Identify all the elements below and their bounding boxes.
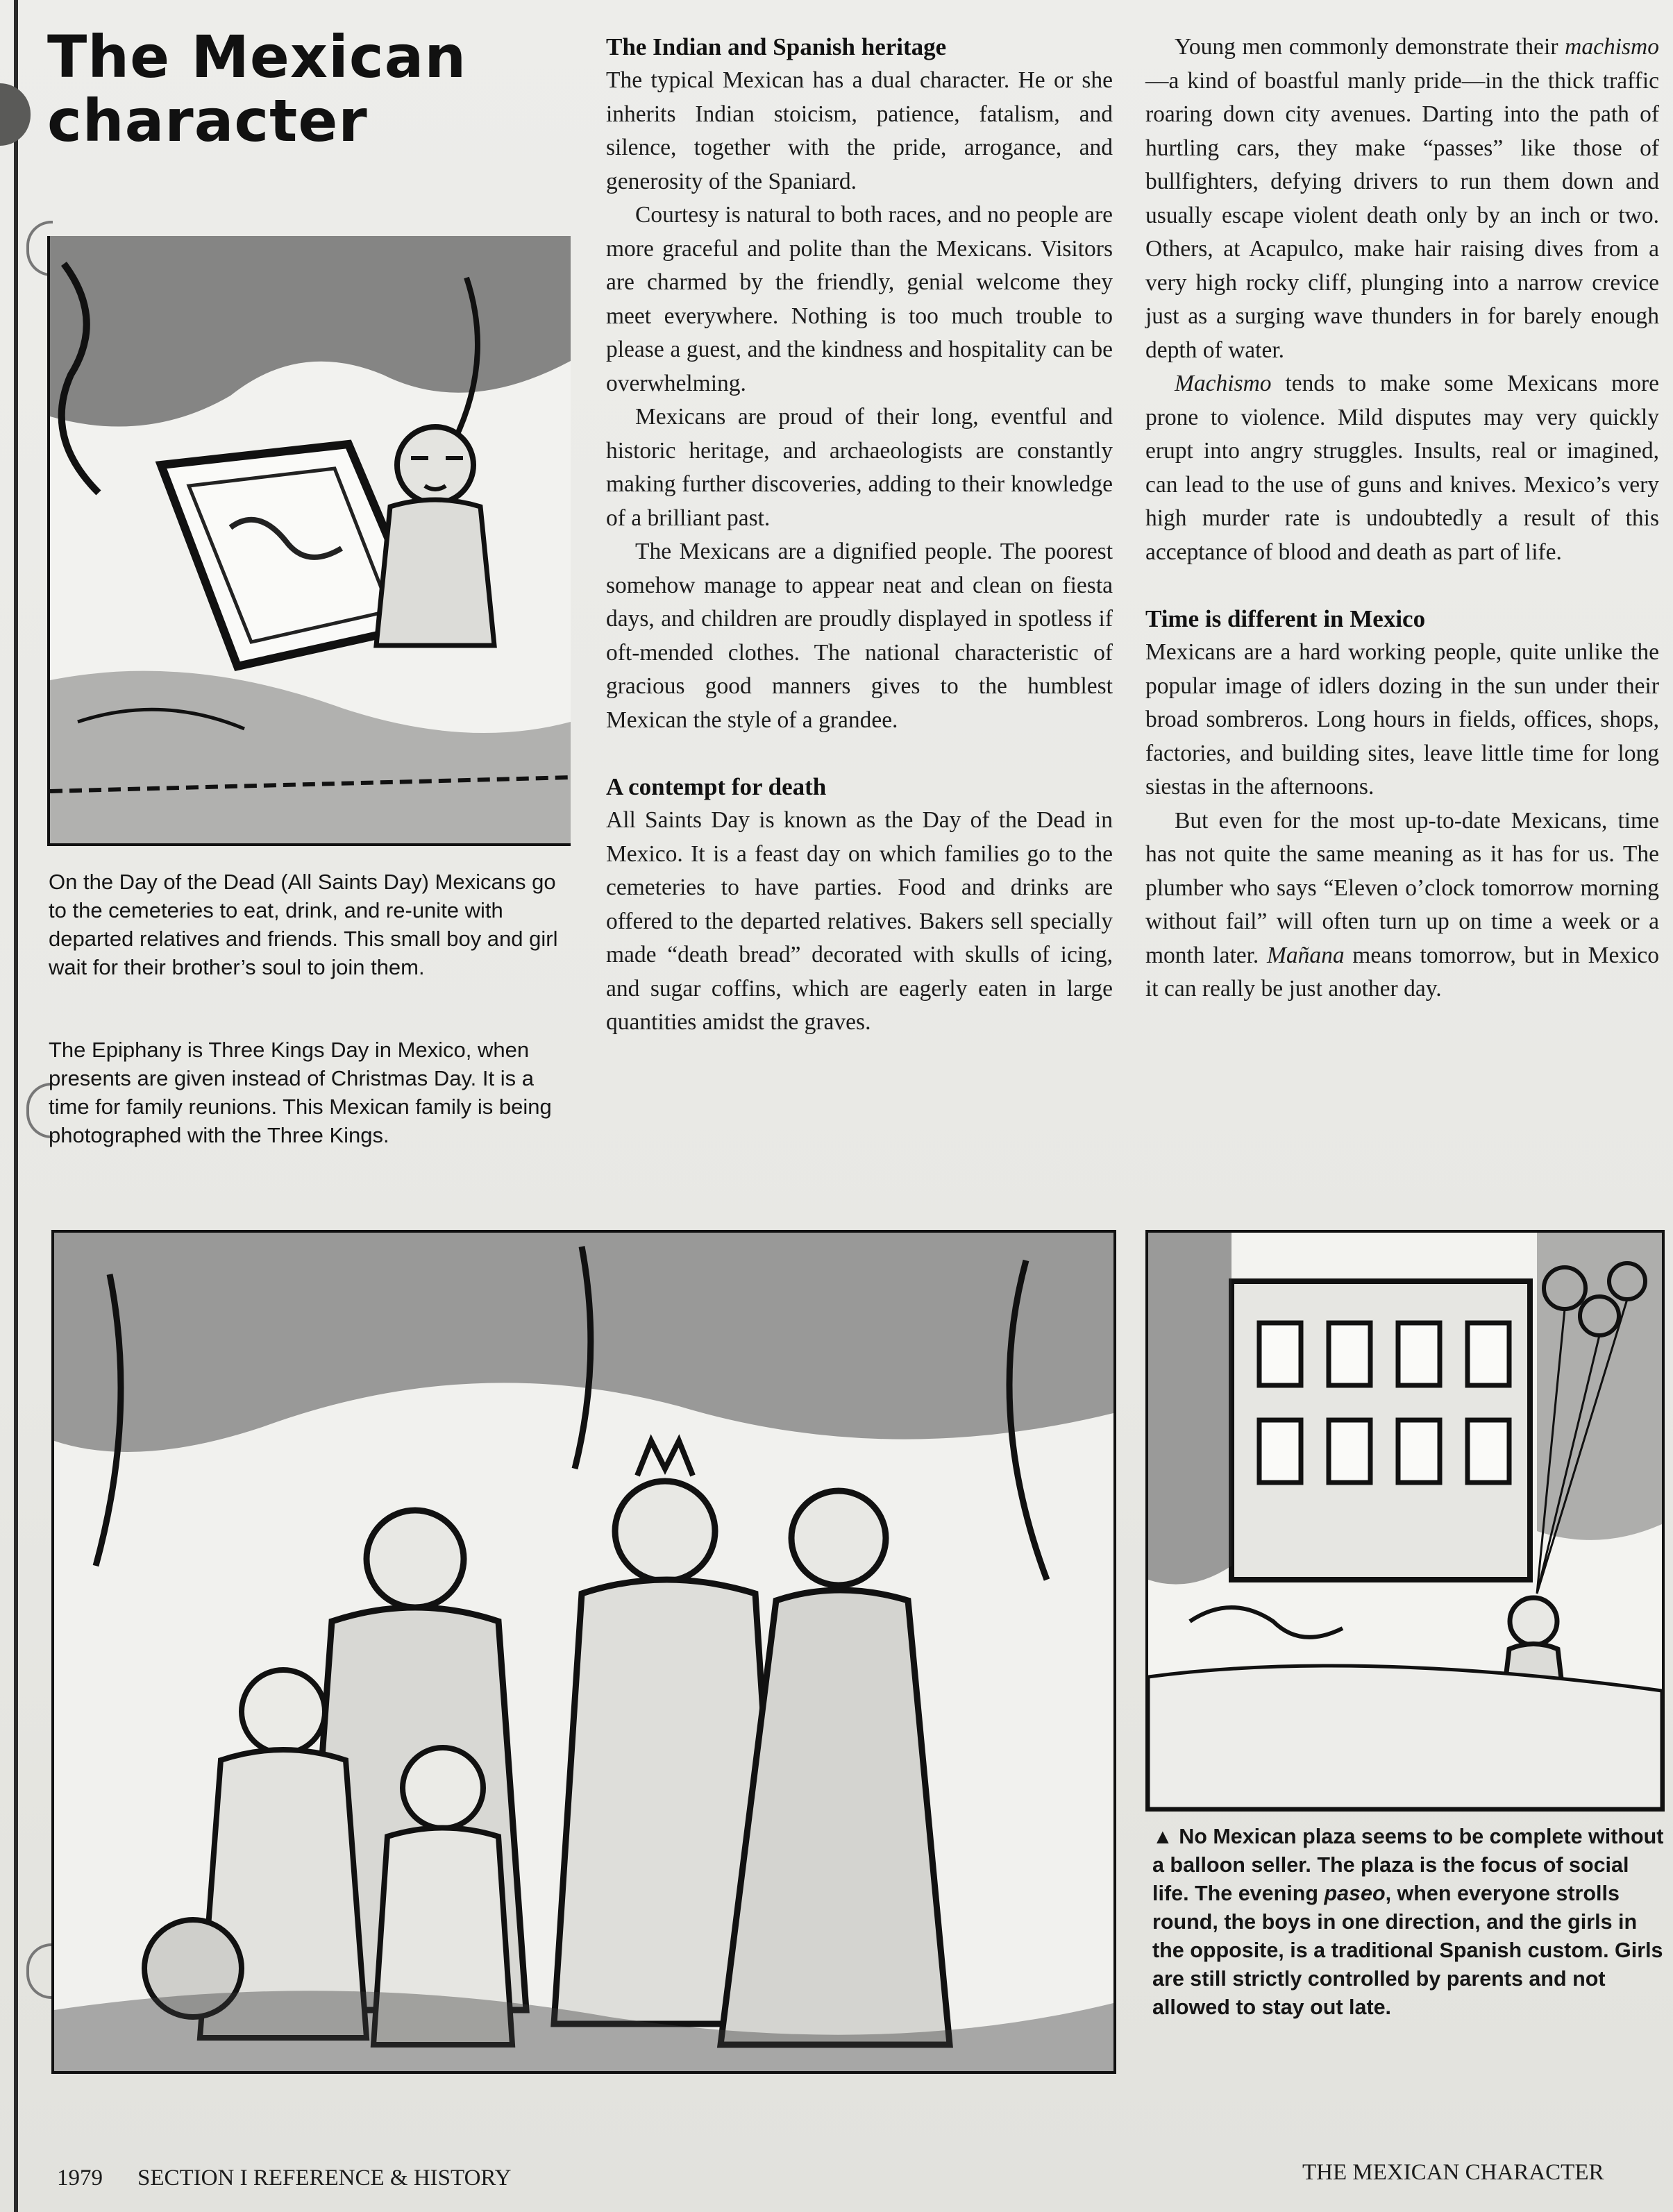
paragraph: The Mexicans are a dignified people. The poorest somehow manage to appear neat and clean on fiesta days, and children are proudly displayed in spotless if oft-mended clothes. The national characteristic of gracious good manners gives to the humblest Mexican the style of a grandee. (606, 539, 1113, 733)
article-column-middle (606, 31, 1113, 1040)
three-kings-photo (51, 1230, 1116, 2074)
paragraph: The typical Mexican has a dual character. He or she inherits Indian stoicism, patience, fatalism, and silence, together with the pride, arrogance, and generosity of the Spaniard. (606, 67, 1113, 194)
photo-illustration (50, 236, 571, 843)
heading-time-is-different: Time is different in Mexico (1145, 605, 1426, 632)
paragraph: Courtesy is natural to both races, and no people are more graceful and polite than the Mexicans. Visitors are charmed by the friendly, genial welcome they meet everywhere. Nothing is too much trouble to please a guest, and the kindness and hospitality can be overwhelming. (606, 202, 1113, 396)
punch-hole (0, 83, 31, 146)
paragraph: Machismo tends to make some Mexicans more prone to violence. Mild disputes may very quickly erupt into angry struggles. Insults, real or imagined, can lead to the use of guns and knives. Mexico’s very high murder rate is undoubtedly a result of this acceptance of blood and death as part of life. (1145, 371, 1659, 565)
paragraph: Mexicans are proud of their long, eventful and historic heritage, and archaeologists are constantly making further discoveries, adding to their knowledge of a brilliant past. (606, 404, 1113, 531)
caption-epiphany: The Epiphany is Three Kings Day in Mexico, when presents are given instead of Christmas Day. It is a time for family reunions. This Mexican family is being photographed with the Three Kings. (49, 1038, 552, 1147)
photo-illustration (1148, 1233, 1662, 1809)
plaza-photo (1145, 1230, 1665, 1812)
heading-contempt-for-death: A contempt for death (606, 773, 827, 800)
paragraph: But even for the most up-to-date Mexicans, time has not quite the same meaning as it has for us. The plumber who says “Eleven o’clock tomorrow morning without fail” will often turn up on time a week or a month later. Mañana means tomorrow, but in Mexico it can really be just another day. (1145, 807, 1659, 1002)
binder-edge (14, 0, 18, 2212)
footer-left (57, 2165, 546, 2191)
up-triangle-icon: ▲ (1152, 1825, 1173, 1848)
photo-illustration (54, 1233, 1113, 2071)
paragraph: Young men commonly demonstrate their machismo—a kind of boastful manly pride—in the thick traffic roaring down city avenues. Darting into the path of hurtling cars, they make “passes” like those of bullfighters, defying drivers to run them down and usually escape violent death only by an inch or two. Others, at Acapulco, make hair raising dives from a very high rocky cliff, plunging into a narrow crevice just as a surging wave thunders in for barely enough depth of water. (1145, 34, 1659, 363)
caption-plaza: ▲ No Mexican plaza seems to be complete without a balloon seller. The plaza is the focus of social life. The evening paseo, when everyone strolls round, the boys in one direction, and the girls in the opposite, is a traditional Spanish custom. Girls are still strictly controlled by parents and not allowed to stay out late. (1152, 1825, 1664, 2019)
caption-day-of-dead: On the Day of the Dead (All Saints Day) Mexicans go to the cemeteries to eat, drink, and re-unite with departed relatives and friends. This small boy and girl wait for their brother’s soul to join them. (49, 870, 558, 979)
paragraph: All Saints Day is known as the Day of the Dead in Mexico. It is a feast day on which families go to the cemeteries to have parties. Food and drinks are offered to the departed relatives. Bakers sell specially made “death bread” decorated with skulls of icing, and sugar coffins, which are eagerly eaten in large quantities amidst the graves. (606, 807, 1113, 1035)
day-of-dead-photo (47, 236, 571, 846)
page-number: 1979 (57, 2165, 103, 2190)
section-label: SECTION I REFERENCE & HISTORY (137, 2165, 512, 2190)
article-title: The Mexican character (47, 23, 467, 155)
article-column-right (1145, 31, 1659, 1006)
paragraph: Mexicans are a hard working people, quite unlike the popular image of idlers dozing in the sun under their broad sombreros. Long hours in fields, offices, shops, factories, and building sites, leave little time for long siestas in the afternoons. (1145, 639, 1659, 800)
binder-ring (26, 1943, 53, 1999)
heading-heritage: The Indian and Spanish heritage (606, 33, 947, 60)
running-title: THE MEXICAN CHARACTER (1302, 2160, 1604, 2185)
